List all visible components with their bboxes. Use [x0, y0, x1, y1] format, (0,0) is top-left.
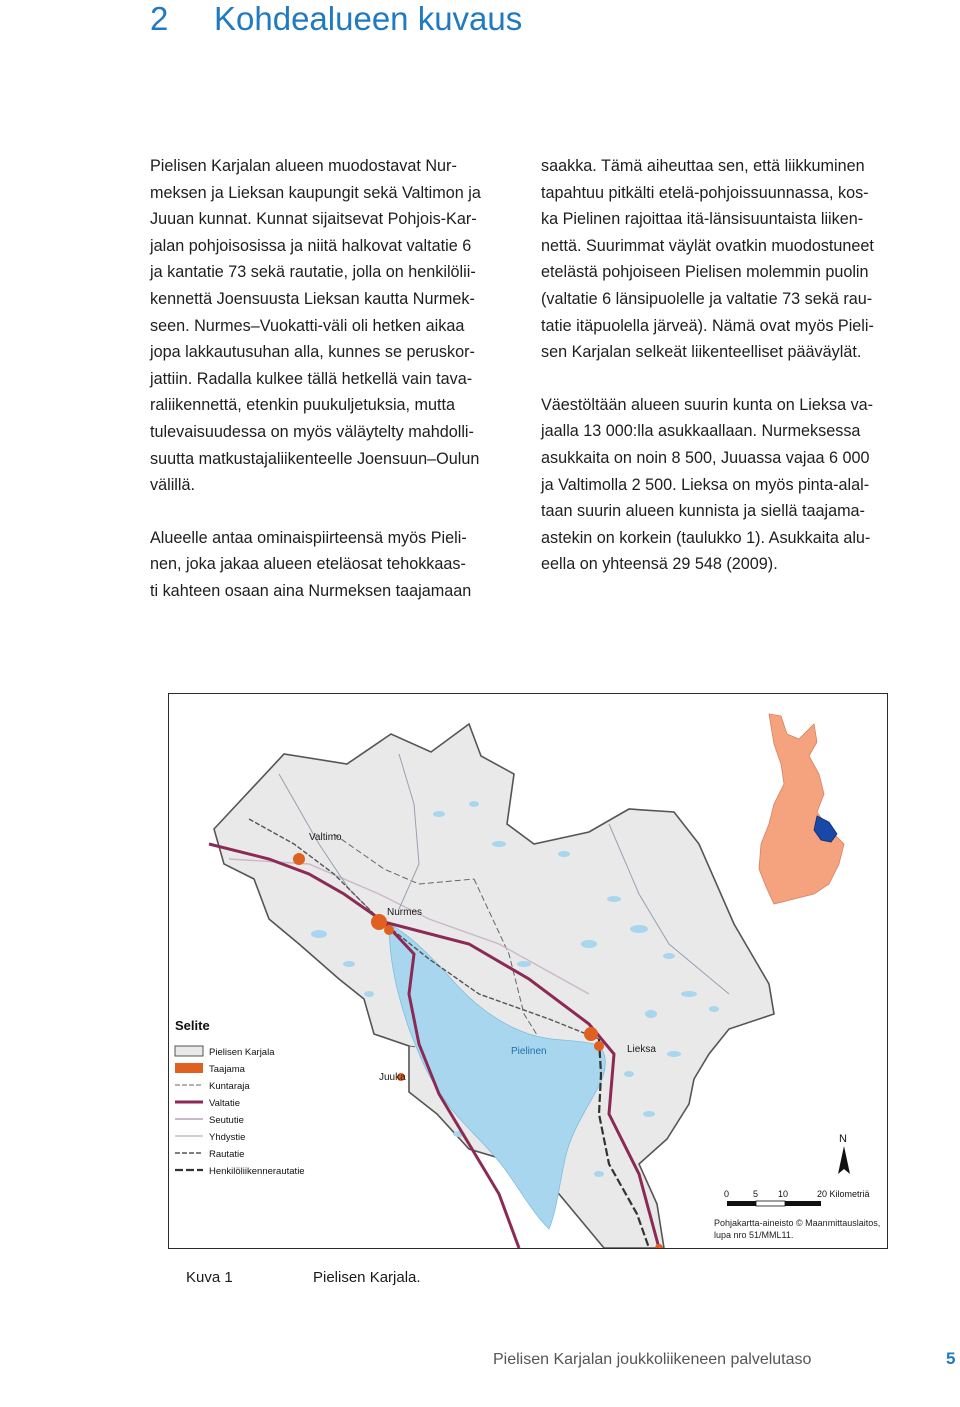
legend-label: Rautatie [209, 1149, 245, 1160]
paragraph: Alueelle antaa ominaispiirteensä myös Pieli- nen, joka jakaa alueen eteläosat tehokkaas- ti kahteen osaan aina Nurmeksen taajamaan [150, 528, 472, 600]
left-text-column [150, 153, 520, 631]
legend-label: Pielisen Karjala [209, 1047, 275, 1058]
map-copyright: lupa nro 51/MML11. [714, 1230, 794, 1240]
finland-shape [759, 714, 844, 904]
place-label-lieksa: Lieksa [627, 1044, 656, 1055]
region-map [169, 694, 887, 1248]
scale-bar [724, 1189, 870, 1206]
figure-caption-label: Kuva 1 [186, 1269, 233, 1286]
legend-label: Henkilöliikennerautatie [209, 1166, 305, 1177]
place-label-juuka: Juuka [379, 1072, 406, 1083]
paragraph: Väestöltään alueen suurin kunta on Lieksa va- jaalla 13 000:lla asukkaallaan. Nurmeksessa asukkaita on noin 8 500, Juuassa vajaa 6 000 ja Valtimolla 2 500. Lieksa on myös pinta-alal- taan suurin alueen kunnista ja siellä taajama- astekin on korkein (taulukko 1). Asukkaita alu- eella on yhteensä 29 548 (2009). [541, 395, 874, 574]
footer-publication-title: Pielisen Karjalan joukkoliikeneen palvelutaso [493, 1351, 812, 1368]
scale-tick: 20 Kilometriä [817, 1189, 870, 1199]
legend-label: Kuntaraja [209, 1081, 250, 1092]
place-label-nurmes: Nurmes [387, 907, 423, 918]
paragraph: Pielisen Karjalan alueen muodostavat Nur- meksen ja Lieksan kaupungit sekä Valtimon ja Juuan kunnat. Kunnat sijaitsevat Pohjois-Kar- jalan pohjoisosissa ja niitä halkovat valtatie 6 ja kantatie 73 sekä rautatie, jolla on henkilölii- kennettä Joensuusta Lieksan kautta Nurmek- seen. Nurmes–Vuokatti-väli oli hetken aikaa jopa lakkautusuhan alla, kunnes se peruskor- jattiin. Radalla kulkee tällä hetkellä vain tava- raliikennettä, etenkin puukuljetuksia, mutta tulevaisuudessa on myös väläytelty mahdolli- suutta matkustajaliikenteelle Joensuun–Oulun välillä. [150, 157, 481, 495]
legend-label: Yhdystie [209, 1132, 246, 1143]
right-text-column [541, 153, 911, 604]
legend-label: Seututie [209, 1115, 244, 1126]
legend-swatch-town [175, 1063, 203, 1073]
scale-tick: 5 [753, 1189, 759, 1199]
north-arrow [838, 1133, 850, 1174]
finland-inset [759, 714, 844, 904]
chapter-title: Kohdealueen kuvaus [214, 0, 523, 37]
map-legend [175, 1018, 305, 1177]
scale-tick: 10 [778, 1189, 789, 1199]
scale-tick: 0 [724, 1189, 730, 1199]
map-figure [168, 693, 888, 1249]
page-number: 5 [946, 1349, 956, 1368]
chapter-heading [150, 0, 522, 38]
north-label: N [839, 1133, 847, 1145]
figure-caption-title: Pielisen Karjala. [313, 1269, 421, 1286]
legend-label: Valtatie [209, 1098, 240, 1109]
map-copyright: Pohjakartta-aineisto © Maanmittauslaitos, [714, 1218, 881, 1228]
legend-title: Selite [175, 1018, 210, 1033]
place-label-pielinen: Pielinen [511, 1046, 547, 1057]
paragraph: saakka. Tämä aiheuttaa sen, että liikkuminen tapahtuu pitkälti etelä-pohjoissuunnassa, kos- ka Pielinen rajoittaa itä-länsisuuntaista liiken- nettä. Suurimmat väylät ovatkin muodostuneet etelästä pohjoiseen Pielisen molemmin puolin (valtatie 6 länsipuolelle ja valtatie 73 sekä rau- tatie itäpuolella järveä). Nämä ovat myös Pieli- sen Karjalan selkeät liikenteelliset pääväylät. [541, 157, 874, 362]
north-arrow-icon [838, 1146, 850, 1174]
legend-label: Taajama [209, 1064, 245, 1075]
chapter-number: 2 [150, 0, 169, 37]
place-label-valtimo: Valtimo [309, 832, 342, 843]
legend-swatch-region [175, 1046, 203, 1056]
